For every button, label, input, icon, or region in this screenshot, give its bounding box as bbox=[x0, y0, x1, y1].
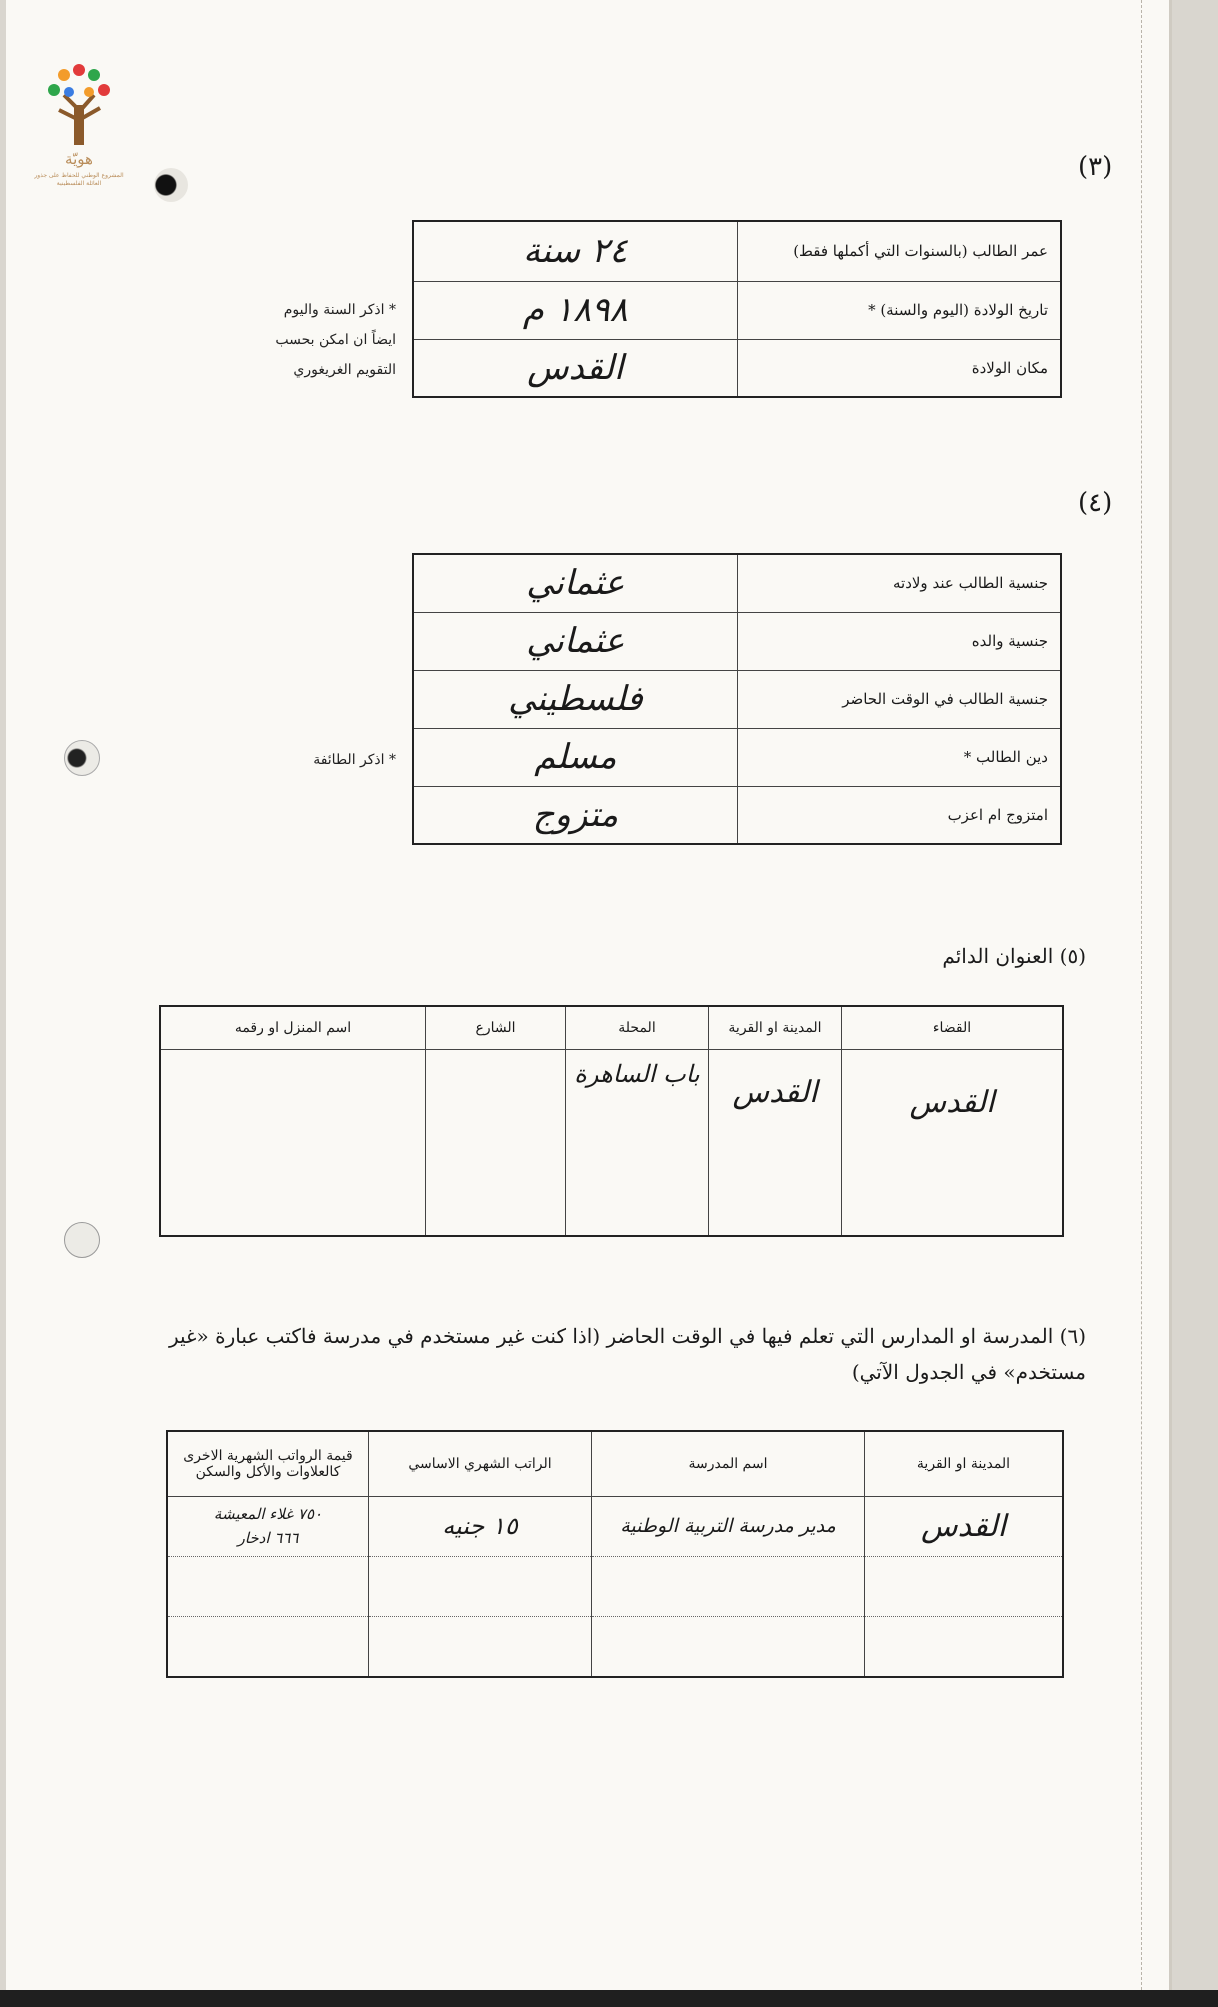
column-header: الشارع bbox=[426, 1006, 566, 1050]
table-cell bbox=[865, 1556, 1064, 1616]
logo bbox=[34, 50, 124, 210]
table-cell bbox=[167, 1496, 369, 1556]
tree-logo-icon bbox=[34, 50, 124, 150]
field-label: دين الطالب * bbox=[737, 728, 1061, 786]
punch-hole bbox=[154, 168, 188, 202]
column-header: الراتب الشهري الاساسي bbox=[369, 1431, 592, 1496]
column-header: القضاء bbox=[842, 1006, 1064, 1050]
nationality-table bbox=[412, 553, 1062, 845]
column-header: اسم المدرسة bbox=[592, 1431, 865, 1496]
field-label: جنسية والده bbox=[737, 612, 1061, 670]
column-header: المحلة bbox=[566, 1006, 709, 1050]
column-header: المدينة او القرية bbox=[865, 1431, 1064, 1496]
table-cell bbox=[426, 1050, 566, 1236]
field-value: ٢٤ سنة bbox=[413, 221, 737, 281]
table-cell: ١٥ جنيه bbox=[369, 1496, 592, 1556]
field-value: عثماني bbox=[413, 554, 737, 612]
table-row bbox=[167, 1616, 1063, 1677]
punch-hole bbox=[64, 740, 100, 776]
heading-line: مستخدم» في الجدول الآتي) bbox=[851, 1360, 1086, 1384]
column-header: قيمة الرواتب الشهرية الاخرى كالعلاوات والأكل والسكن bbox=[167, 1431, 369, 1496]
schools-table bbox=[166, 1430, 1064, 1678]
table-cell: باب الساهرة bbox=[566, 1050, 709, 1236]
field-value: ١٨٩٨ م bbox=[413, 281, 737, 339]
field-value: مسلم bbox=[413, 728, 737, 786]
logo-tagline: المشروع الوطني للحفاظ على جذور العائلة الفلسطينية bbox=[34, 172, 124, 187]
table-cell bbox=[592, 1616, 865, 1677]
section-number: (٣) bbox=[1078, 152, 1113, 182]
sect-note: * اذكر الطائفة bbox=[313, 752, 396, 768]
table-row bbox=[167, 1556, 1063, 1616]
field-value: عثماني bbox=[413, 612, 737, 670]
table-cell bbox=[167, 1616, 369, 1677]
field-label: مكان الولادة bbox=[737, 339, 1061, 397]
table-cell: القدس bbox=[709, 1050, 842, 1236]
table-cell bbox=[167, 1556, 369, 1616]
table-row bbox=[160, 1050, 1063, 1236]
field-label: جنسية الطالب في الوقت الحاضر bbox=[737, 670, 1061, 728]
scan-border bbox=[0, 1990, 1218, 2007]
table-row bbox=[413, 670, 1061, 728]
column-header: اسم المنزل او رقمه bbox=[160, 1006, 426, 1050]
table-cell bbox=[369, 1556, 592, 1616]
table-cell: القدس bbox=[865, 1496, 1064, 1556]
table-cell bbox=[865, 1616, 1064, 1677]
table-cell bbox=[369, 1616, 592, 1677]
field-value: متزوج bbox=[413, 786, 737, 844]
field-label: جنسية الطالب عند ولادته bbox=[737, 554, 1061, 612]
section-heading bbox=[126, 1318, 1086, 1390]
table-header-row bbox=[167, 1431, 1063, 1496]
table-cell: القدس bbox=[842, 1050, 1064, 1236]
table-row bbox=[413, 612, 1061, 670]
note-line: * اذكر السنة واليوم bbox=[283, 302, 396, 318]
note-line: التقويم الغريغوري bbox=[293, 362, 396, 378]
field-value: فلسطيني bbox=[413, 670, 737, 728]
section-heading: (٥) العنوان الدائم bbox=[942, 944, 1086, 968]
page-edge bbox=[1141, 0, 1142, 1990]
calendar-note bbox=[206, 295, 396, 385]
birth-info-table bbox=[412, 220, 1062, 398]
logo-wordmark: هويّة bbox=[65, 150, 93, 168]
table-row bbox=[413, 221, 1061, 281]
heading-line: (٦) المدرسة او المدارس التي تعلم فيها في الوقت الحاضر (اذا كنت غير مستخدم في مدرسة فاكتب عبارة «غير bbox=[168, 1324, 1086, 1348]
document-page bbox=[6, 0, 1172, 1990]
table-row bbox=[413, 554, 1061, 612]
field-label: عمر الطالب (بالسنوات التي أكملها فقط) bbox=[737, 221, 1061, 281]
punch-hole bbox=[64, 1222, 100, 1258]
table-row bbox=[167, 1496, 1063, 1556]
cell-line: ٦٦٦ ادخار bbox=[237, 1529, 299, 1547]
address-table bbox=[159, 1005, 1064, 1237]
table-row bbox=[413, 728, 1061, 786]
table-cell bbox=[592, 1556, 865, 1616]
note-line: ايضاً ان امكن بحسب bbox=[275, 332, 396, 348]
table-cell bbox=[160, 1050, 426, 1236]
field-label: امتزوج ام اعزب bbox=[737, 786, 1061, 844]
table-row bbox=[413, 339, 1061, 397]
table-cell: مدير مدرسة التربية الوطنية bbox=[592, 1496, 865, 1556]
cell-line: ٧٥٠ غلاء المعيشة bbox=[213, 1505, 323, 1523]
column-header: المدينة او القرية bbox=[709, 1006, 842, 1050]
field-label: تاريخ الولادة (اليوم والسنة) * bbox=[737, 281, 1061, 339]
field-value: القدس bbox=[413, 339, 737, 397]
table-header-row bbox=[160, 1006, 1063, 1050]
section-number: (٤) bbox=[1078, 488, 1113, 518]
table-row bbox=[413, 281, 1061, 339]
table-row bbox=[413, 786, 1061, 844]
